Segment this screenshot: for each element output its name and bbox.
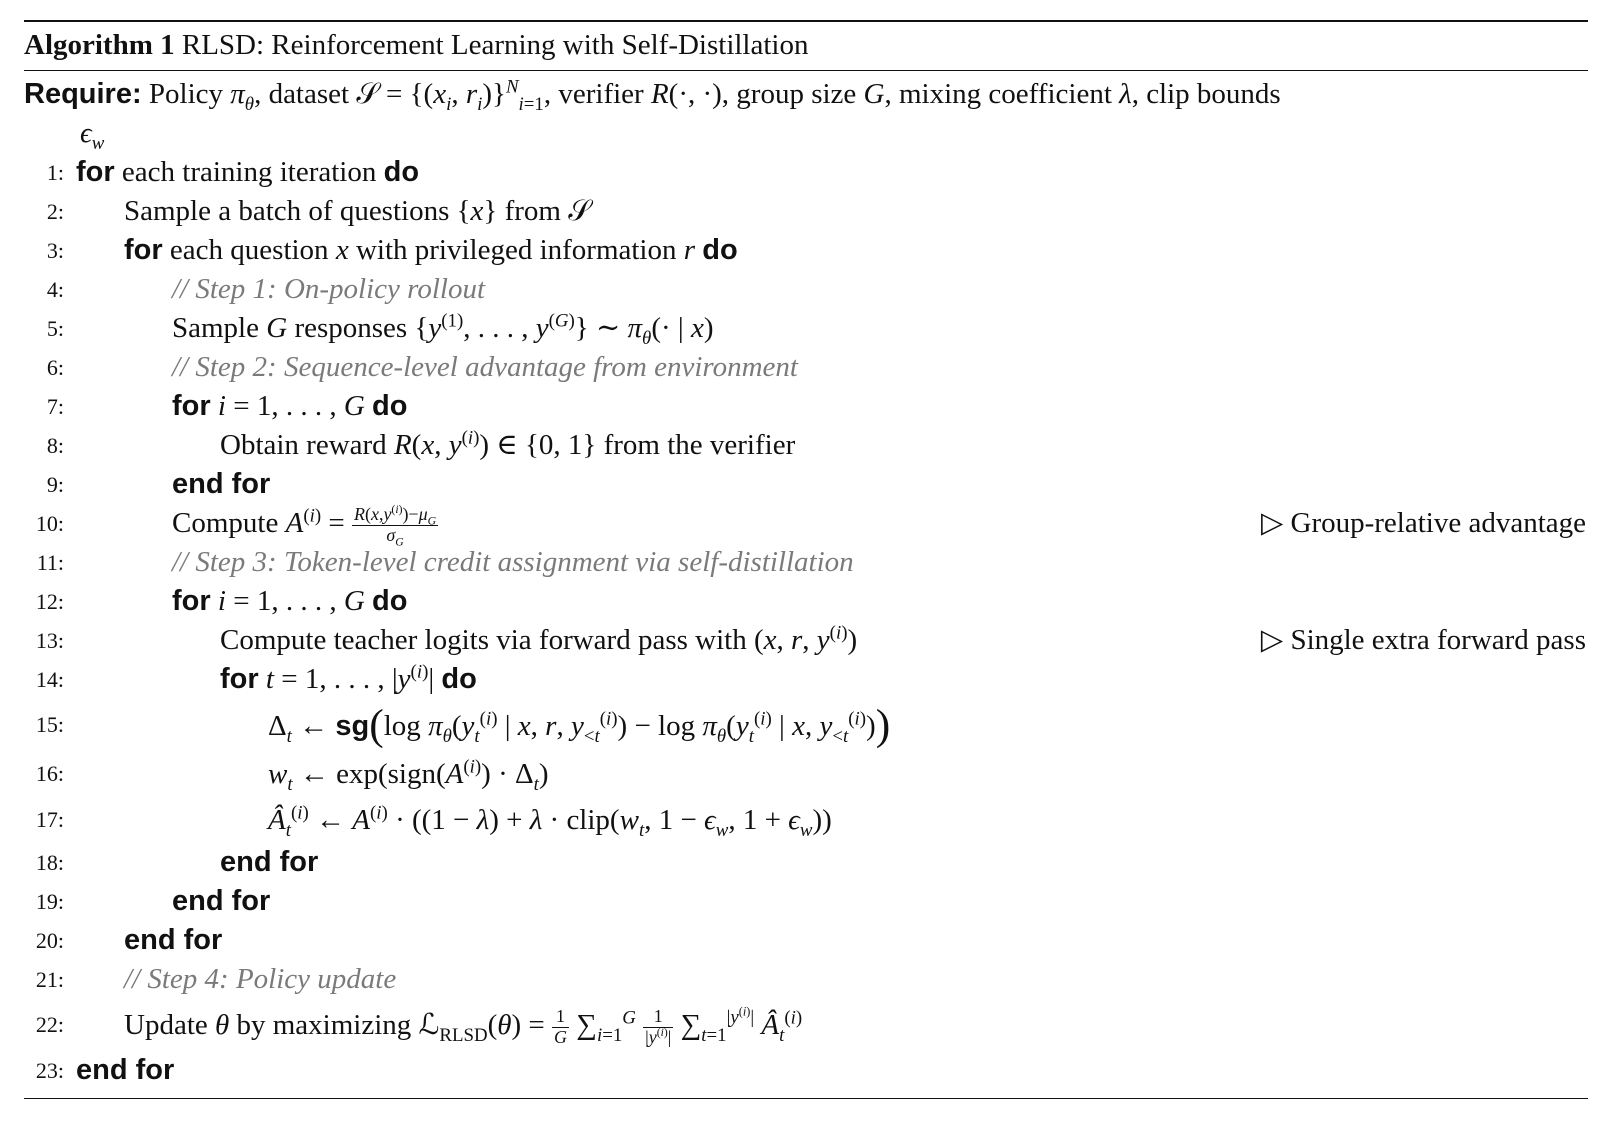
line-7: 7: for i = 1, . . . , G do [46,390,408,422]
comment-group-relative: ▷ Group-relative advantage [1260,507,1586,539]
line-19: 19: end for [35,885,271,917]
comment-step-4: // Step 4: Policy update [124,963,397,995]
algorithm-block [24,20,1588,1099]
comment-extra-forward: ▷ Single extra forward pass [1260,624,1586,656]
line-21: 21: // Step 4: Policy update [24,960,1588,999]
require-line: Require: Policy $\pi_\theta$, dataset 𝒮 = {($x_i$, $r_i)\}^N_{i=1}$, verifier R(·, ·), group size G, mixing coefficient λ, clip bounds $\epsilon_w$ [24,76,1281,154]
require-keyword: Require: [24,78,142,110]
line-5: 5: Sample G responses {$y^{(1)}$, . . . , $y^{(G)}$} ∼ $\pi_\theta(\cdot$ | x) [46,310,714,349]
line-18: 18: end for [35,846,319,878]
algorithm-title: RLSD: Reinforcement Learning with Self-Distillation [181,29,809,61]
line-23: 23: end for [35,1054,175,1086]
line-1: 1: for each training iteration do [46,156,420,188]
line-22: 22: Update θ by maximizing ℒ$_{RLSD}$(θ) = $\frac{1}{G}$ $\sum_{i=1}^G$ $\frac{1}{|y^{(i)}|}$ $\sum_{t=1}^{|y^{(i)}|}$ $Â_t^{(i)}$ [35,1005,803,1047]
line-11: 11: // Step 3: Token-level credit assignment via self-distillation [24,543,1588,582]
line-10: 10: Compute $A^{(i)}$ = $\frac{R(x,y^{(i)})-\mu_G}{\sigma_G}$ ▷ Group-relative advantage [35,503,1586,549]
line-20: 20: end for [35,924,223,956]
line-8: 8: Obtain reward R(x, $y^{(i)}$) ∈ {0, 1} from the verifier [46,427,796,461]
line-15: 15: $\Delta_t$ ← sg(log $\pi_\theta(y_t^{(i)}$ | x, r, $y_{<t}^{(i)}) - \log \pi_\theta(y_t^{(i)}$ | x, $y_{<t}^{(i)}$)) [35,701,891,749]
comment-step-2: // Step 2: Sequence-level advantage from environment [172,351,798,383]
line-6: 6: // Step 2: Sequence-level advantage from environment [24,348,1588,387]
line-3: 3: for each question x with privileged information r do [46,234,738,266]
line-4: 4: // Step 1: On-policy rollout [24,270,1588,309]
line-16: 16: $w_t$ ← $\exp(sign(A^{(i)}) \cdot \Delta_t)$ [35,756,549,795]
line-13: 13: Compute teacher logits via forward pass with (x, r, $y^{(i)}$) ▷ Single extra forward pass [24,621,1588,660]
line-12: 12: for i = 1, . . . , G do [35,585,408,617]
line-17: 17: $Â_t^{(i)}$ ← $A^{(i)} \cdot ((1 - \lambda) + \lambda$ · $clip(w_t$, $1 - \epsilon_w$, $1 + \epsilon_w$)) [35,802,832,841]
line-2: 2: Sample a batch of questions {x} from 𝒮 [46,195,591,227]
bottom-rule [24,1098,1588,1099]
line-14: 14: for t = 1, . . . , $|y^{(i)}|$ do [35,661,477,695]
comment-step-1: // Step 1: On-policy rollout [172,273,486,305]
algorithm-caption [24,22,1588,70]
comment-step-3: // Step 3: Token-level credit assignment via self-distillation [172,546,854,578]
line-9: 9: end for [46,468,271,500]
algorithm-label: Algorithm 1 [24,29,175,61]
